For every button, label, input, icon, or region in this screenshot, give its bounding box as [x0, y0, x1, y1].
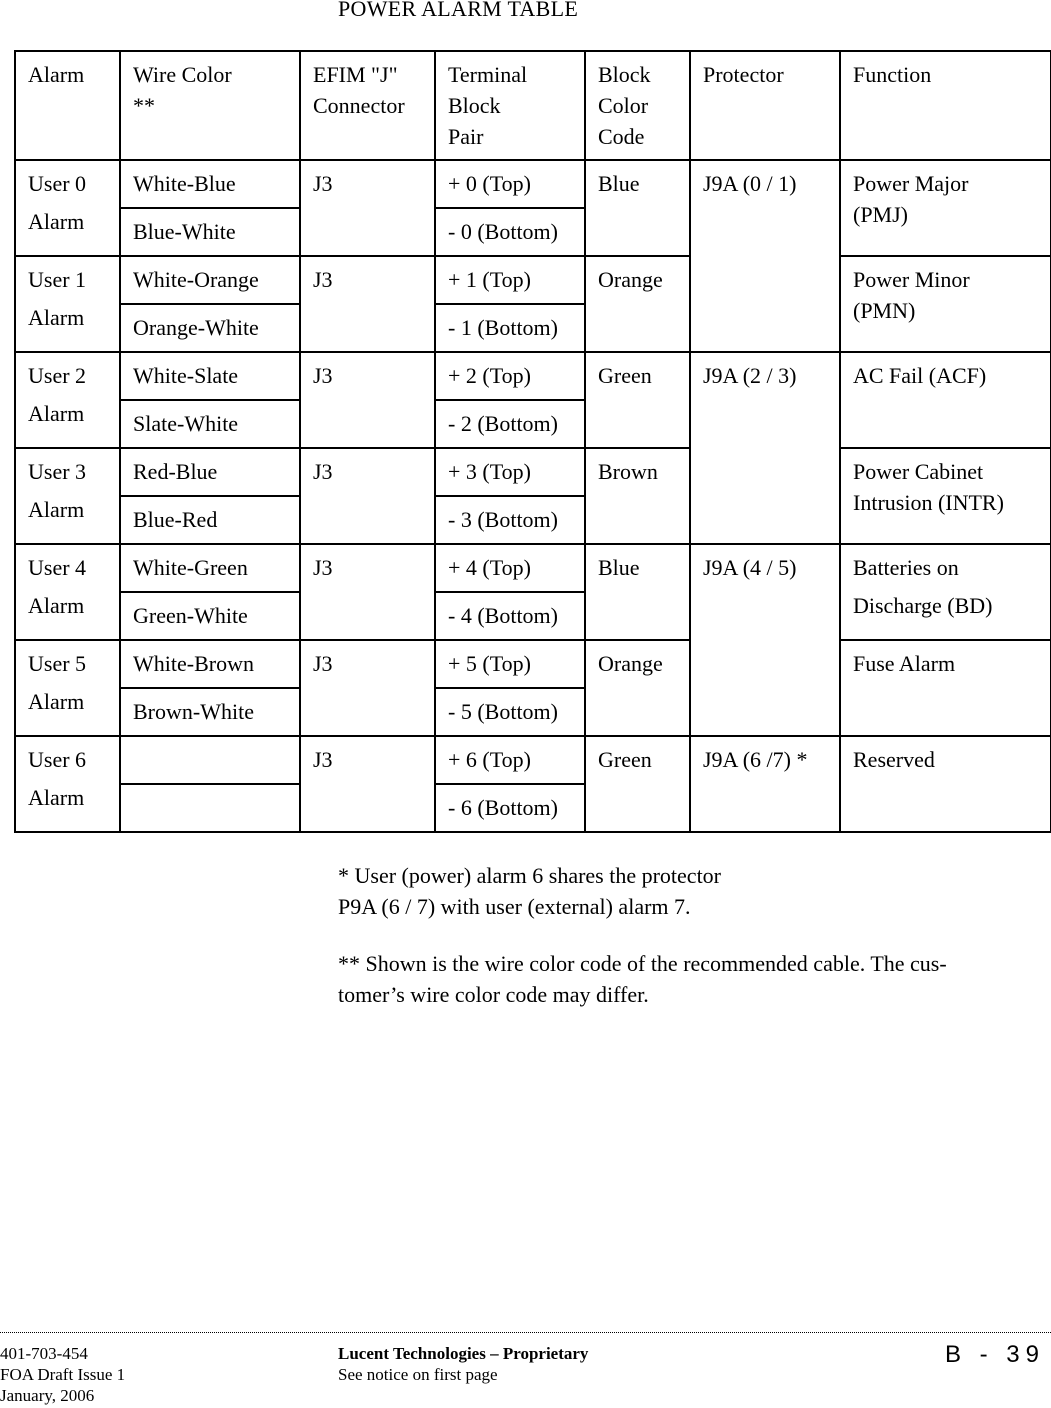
pair-cell: - 4 (Bottom) [435, 592, 585, 640]
alarm-label: Alarm [28, 305, 85, 330]
header-efim-line2: Connector [313, 93, 405, 118]
protector-cell: J9A (4 / 5) [690, 544, 840, 736]
header-tb-line3: Pair [448, 124, 484, 149]
alarm-name: User 1 [28, 267, 87, 292]
table-row [15, 256, 1051, 304]
footnote-line: ** Shown is the wire color code of the recommended cable. The cus- [338, 951, 947, 976]
header-bcc-line1: Block [598, 62, 651, 87]
alarm-cell [15, 544, 120, 640]
alarm-name: User 3 [28, 459, 87, 484]
header-wire-color [120, 51, 300, 160]
header-row [15, 51, 1051, 160]
header-tb-line2: Block [448, 93, 501, 118]
table-row [15, 448, 1051, 496]
header-alarm [15, 51, 120, 160]
alarm-label: Alarm [28, 497, 85, 522]
function-cell: Reserved [840, 736, 1051, 832]
pair-cell: - 1 (Bottom) [435, 304, 585, 352]
alarm-name: User 4 [28, 555, 87, 580]
wire-color-cell: White-Green [120, 544, 300, 592]
wire-color-cell: Slate-White [120, 400, 300, 448]
footnote-wire-color [338, 948, 1038, 1010]
header-bcc-line3: Code [598, 124, 645, 149]
footnote-line: * User (power) alarm 6 shares the protector [338, 863, 722, 888]
footnotes [338, 860, 1038, 1010]
function-line2: Discharge (BD) [853, 593, 993, 618]
pair-cell: + 3 (Top) [435, 448, 585, 496]
block-color-cell: Green [585, 352, 690, 448]
connector-cell: J3 [300, 352, 435, 448]
wire-color-cell: White-Orange [120, 256, 300, 304]
power-alarm-table [14, 50, 1051, 833]
protector-cell: J9A (2 / 3) [690, 352, 840, 544]
function-line1: Power Major [853, 171, 969, 196]
protector-cell: J9A (0 / 1) [690, 160, 840, 352]
alarm-cell [15, 160, 120, 256]
alarm-name: User 5 [28, 651, 87, 676]
page-number: B - 39 [944, 1341, 1045, 1368]
footnote-line: tomer’s wire color code may differ. [338, 982, 649, 1007]
header-efim-connector [300, 51, 435, 160]
function-cell [840, 160, 1051, 256]
alarm-cell [15, 736, 120, 832]
alarm-label: Alarm [28, 593, 85, 618]
footnote-line: P9A (6 / 7) with user (external) alarm 7. [338, 894, 691, 919]
wire-color-cell [120, 736, 300, 784]
alarm-cell [15, 640, 120, 736]
wire-color-cell: Blue-Red [120, 496, 300, 544]
pair-cell: + 0 (Top) [435, 160, 585, 208]
header-bcc-line2: Color [598, 93, 649, 118]
function-cell [840, 544, 1051, 640]
header-efim-line1: EFIM "J" [313, 62, 398, 87]
function-line2: Intrusion (INTR) [853, 490, 1004, 515]
table-row [15, 640, 1051, 688]
wire-color-cell: White-Blue [120, 160, 300, 208]
function-line2: (PMN) [853, 298, 916, 323]
footer-doc-info [0, 1343, 125, 1406]
connector-cell: J3 [300, 448, 435, 544]
footnote-protector [338, 860, 1038, 922]
alarm-cell [15, 256, 120, 352]
alarm-cell [15, 448, 120, 544]
footer-company [338, 1343, 588, 1385]
block-color-cell: Orange [585, 640, 690, 736]
function-line1: Batteries on [853, 555, 959, 580]
function-cell: AC Fail (ACF) [840, 352, 1051, 448]
alarm-name: User 0 [28, 171, 87, 196]
pair-cell: - 5 (Bottom) [435, 688, 585, 736]
doc-date: January, 2006 [0, 1386, 95, 1405]
alarm-cell [15, 352, 120, 448]
block-color-cell: Brown [585, 448, 690, 544]
function-cell: Fuse Alarm [840, 640, 1051, 736]
alarm-name: User 2 [28, 363, 87, 388]
header-protector-label: Protector [703, 62, 784, 87]
notice-text: See notice on first page [338, 1365, 498, 1384]
table-row [15, 736, 1051, 784]
alarm-name: User 6 [28, 747, 87, 772]
wire-color-cell: Brown-White [120, 688, 300, 736]
connector-cell: J3 [300, 256, 435, 352]
pair-cell: - 0 (Bottom) [435, 208, 585, 256]
function-line2: (PMJ) [853, 202, 909, 227]
doc-number: 401-703-454 [0, 1344, 88, 1363]
function-line1: Power Cabinet [853, 459, 984, 484]
header-tb-line1: Terminal [448, 62, 528, 87]
connector-cell: J3 [300, 640, 435, 736]
wire-color-cell: White-Brown [120, 640, 300, 688]
block-color-cell: Blue [585, 544, 690, 640]
wire-color-cell: White-Slate [120, 352, 300, 400]
header-protector [690, 51, 840, 160]
wire-color-cell [120, 784, 300, 832]
table-row [15, 160, 1051, 208]
function-cell [840, 448, 1051, 544]
pair-cell: - 2 (Bottom) [435, 400, 585, 448]
alarm-label: Alarm [28, 689, 85, 714]
page-title: POWER ALARM TABLE [338, 0, 579, 21]
alarm-label: Alarm [28, 401, 85, 426]
block-color-cell: Orange [585, 256, 690, 352]
connector-cell: J3 [300, 544, 435, 640]
company-proprietary: Lucent Technologies – Proprietary [338, 1344, 589, 1363]
wire-color-cell: Blue-White [120, 208, 300, 256]
protector-cell: J9A (6 /7) * [690, 736, 840, 832]
pair-cell: + 6 (Top) [435, 736, 585, 784]
header-alarm-label: Alarm [28, 62, 85, 87]
doc-issue: FOA Draft Issue 1 [0, 1365, 126, 1384]
header-terminal-block-pair [435, 51, 585, 160]
function-cell [840, 256, 1051, 352]
wire-color-cell: Orange-White [120, 304, 300, 352]
block-color-cell: Green [585, 736, 690, 832]
header-function [840, 51, 1051, 160]
footer-divider [0, 1332, 1051, 1333]
function-line1: Power Minor [853, 267, 970, 292]
wire-color-cell: Red-Blue [120, 448, 300, 496]
header-wire-color-label: Wire Color [133, 62, 232, 87]
pair-cell: + 2 (Top) [435, 352, 585, 400]
pair-cell: + 1 (Top) [435, 256, 585, 304]
wire-color-cell: Green-White [120, 592, 300, 640]
alarm-label: Alarm [28, 209, 85, 234]
block-color-cell: Blue [585, 160, 690, 256]
table-row [15, 544, 1051, 592]
alarm-label: Alarm [28, 785, 85, 810]
pair-cell: - 6 (Bottom) [435, 784, 585, 832]
connector-cell: J3 [300, 160, 435, 256]
header-block-color-code [585, 51, 690, 160]
pair-cell: + 4 (Top) [435, 544, 585, 592]
header-wire-color-mark: ** [133, 93, 155, 118]
pair-cell: - 3 (Bottom) [435, 496, 585, 544]
connector-cell: J3 [300, 736, 435, 832]
table-row [15, 352, 1051, 400]
header-function-label: Function [853, 62, 932, 87]
pair-cell: + 5 (Top) [435, 640, 585, 688]
